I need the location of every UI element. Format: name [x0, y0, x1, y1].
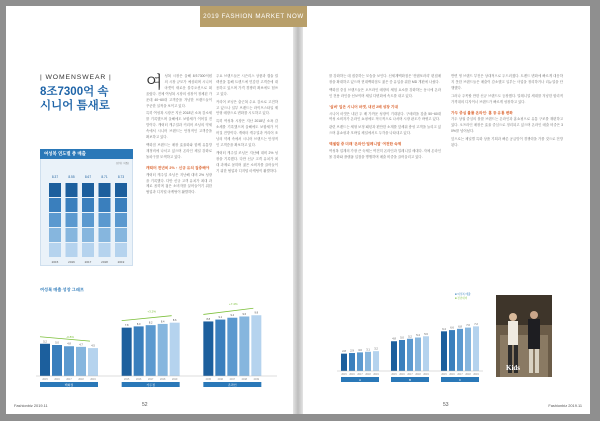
- group-label: 백화점: [64, 382, 74, 387]
- bar: [449, 330, 455, 371]
- year-tick-label: 2017: [66, 378, 72, 381]
- bar: [441, 331, 447, 371]
- bar: [52, 345, 62, 376]
- table-segment: [99, 183, 111, 197]
- book-gutter: [293, 6, 303, 414]
- table-year-label: 2019: [117, 260, 125, 264]
- table-year-label: 2016: [68, 260, 75, 264]
- year-tick-label: 2019: [172, 378, 178, 381]
- bar: [473, 326, 479, 371]
- table-segment: [99, 243, 111, 257]
- sales-table-title: 여성복 연도별 총 매출: [40, 149, 133, 159]
- bar-value-label: 5.4: [416, 334, 420, 338]
- subheading: 엑셀럼 중 미래 '온라인·밀레니얼' 여전한 숙제: [329, 142, 402, 147]
- bar-value-label: 8.0: [136, 322, 141, 326]
- year-tick-label: 2019: [373, 373, 379, 376]
- year-tick-label: 2016: [136, 378, 142, 381]
- table-segment: [49, 213, 61, 227]
- bar-value-label: 6.8: [458, 325, 462, 329]
- year-tick-label: 2016: [54, 378, 60, 381]
- table-total-label: 8.55: [68, 175, 75, 179]
- year-tick-label: 2017: [407, 373, 413, 376]
- table-segment: [115, 243, 127, 257]
- table-segment: [99, 198, 111, 212]
- bar: [415, 338, 421, 371]
- table-segment: [49, 183, 61, 197]
- bar-value-label: 9.8: [254, 311, 259, 315]
- bar-value-label: 6.4: [442, 327, 446, 331]
- bar-value-label: 8.8: [206, 317, 211, 321]
- year-tick-label: 2015: [124, 378, 130, 381]
- paragraph: 백화점 중심 브랜드들은 오프라인 매장의 체험 요소를 강화하는 동시에 온라인 전용 라인을 선보이며 채널 다변화에 속도를 내고 있다.: [329, 87, 441, 98]
- paragraph: 캐릭터 캐주얼 조닝은 지난해 대비 2% 성장을 기록했다. 다만 신규 고객 유치가 최대 과제로 꼽히며 젊은 소비자를 끌어들이기 위한 협업과 디지털 마케팅이 활발하다.: [216, 150, 278, 173]
- bar: [349, 353, 355, 371]
- table-segment: [82, 183, 94, 197]
- bar-value-label: 4.7: [79, 343, 83, 347]
- bar-value-label: 7.8: [124, 324, 129, 328]
- page-number: 53: [443, 402, 449, 408]
- group-label: B: [408, 377, 412, 382]
- legend-entry: ■ 전년대비: [455, 297, 468, 300]
- table-year-label: 2018: [101, 260, 108, 264]
- year-tick-label: 2018: [365, 373, 371, 376]
- year-tick-label: 2015: [42, 378, 48, 381]
- year-tick-label: 2016: [449, 373, 455, 376]
- paragraph: 여성복 시장은 올해 8조7300억원의 시장 규모가 예상되며 시니어 마켓이 새로운 블루오션으로 떠올랐다. 전체 여성복 시장의 성장이 정체된 가운데 40~60대 고객층을 겨냥한 브랜드들이 꾸준한 실적을 보이고 있다.: [146, 73, 212, 108]
- bar: [215, 320, 225, 376]
- subheading: '실버' 입은 시니어 마켓, 내년 2배 성장 기대: [329, 104, 398, 109]
- bar-value-label: 7.0: [466, 324, 470, 328]
- group-label: A: [358, 377, 362, 382]
- page-number: 52: [142, 402, 148, 408]
- bar-value-label: 3.2: [374, 347, 378, 351]
- bar-value-label: 9.4: [230, 314, 235, 318]
- year-tick-label: 2018: [465, 373, 471, 376]
- bar-value-label: 5.0: [400, 336, 404, 340]
- paragraph: 커리어 조닝은 출근복 수요 감소로 고전하고 있으나 일부 브랜드는 라이프스타일 제안형 매장으로 변화를 시도하고 있다.: [216, 99, 278, 116]
- stacked-columns: [41, 159, 134, 265]
- year-tick-label: 2017: [457, 373, 463, 376]
- headline: [40, 85, 140, 113]
- table-segment: [49, 228, 61, 242]
- bar: [457, 329, 463, 371]
- bar: [373, 351, 379, 371]
- table-segment: [66, 183, 78, 197]
- group-label: 가두점: [146, 382, 156, 387]
- bar-value-label: 4.8: [392, 337, 396, 341]
- legend-entry: ■ 여성복 매출: [455, 293, 471, 296]
- table-total-label: 8.71: [101, 175, 108, 179]
- bar-value-label: 5.2: [408, 335, 412, 339]
- bar: [122, 328, 132, 376]
- year-tick-label: 2019: [473, 373, 479, 376]
- paragraph: 반면 영 브랜드 부진은 상대적으로 두드러졌다. 트렌드 변화에 빠르게 대응하지 못한 브랜드들은 매출이 감소했고 일부는 사업을 정리하거나 리뉴얼을 단행했다.: [451, 74, 563, 90]
- bar-value-label: 8.6: [172, 319, 177, 323]
- year-tick-label: 2018: [160, 378, 166, 381]
- bar: [357, 352, 363, 371]
- bar: [407, 339, 413, 371]
- year-tick-label: 2016: [217, 378, 223, 381]
- bar-value-label: 4.5: [91, 344, 95, 348]
- table-segment: [82, 198, 94, 212]
- paragraph: 캐릭터 캐주얼 조닝은 지난해 대비 2% 성장을 기록했다. 다만 신규 고객 유치가 최대 과제로 꼽히며 젊은 소비자를 끌어들이기 위한 협업과 디지털 마케팅이 활발하다.: [146, 172, 212, 195]
- bar-value-label: 9.1: [218, 316, 223, 320]
- left-column-2: [216, 74, 278, 177]
- bar: [465, 328, 471, 371]
- table-segment: [115, 213, 127, 227]
- paragraph: 앞으로는 채널별 특화 상품 기획과 빠른 공급망이 경쟁력을 가를 것으로 전망된다.: [451, 137, 563, 148]
- table-total-label: 8.67: [84, 175, 92, 179]
- group-label: 온라인: [227, 382, 237, 387]
- bar: [365, 352, 371, 371]
- table-segment: [99, 228, 111, 242]
- group-label: C: [458, 377, 462, 382]
- year-tick-label: 2018: [415, 373, 421, 376]
- bar: [170, 323, 180, 376]
- right-column-1: [329, 74, 441, 163]
- year-tick-label: 2019: [90, 378, 96, 381]
- bar: [203, 321, 213, 376]
- year-tick-label: 2016: [349, 373, 355, 376]
- bar: [423, 336, 429, 371]
- bar-value-label: 6.6: [450, 326, 454, 330]
- photo-caption: Kids: [506, 364, 521, 372]
- bar: [40, 344, 50, 376]
- bar: [391, 341, 397, 371]
- table-segment: [115, 183, 127, 197]
- footer-brand: Fashionbiz 2019.11: [548, 403, 582, 408]
- bar-value-label: 7.2: [474, 322, 478, 326]
- paragraph: 관련 브랜드는 체형 보정 패턴과 편안한 소재를 앞세워 충성 고객을 늘리고 있으며 홈쇼핑과 모바일 채널에서도 두각을 나타내고 있다.: [329, 125, 441, 136]
- year-tick-label: 2017: [229, 378, 235, 381]
- bar: [239, 316, 249, 376]
- subheading: 가두 중심 볼륨 온라인· 홈 등 유통 변화: [451, 110, 513, 115]
- top-banner: 2019 FASHION MARKET NOW: [200, 6, 307, 27]
- headline-line-1: 8조7300억 속: [40, 86, 109, 98]
- table-year-label: 2017: [84, 260, 92, 264]
- bar: [64, 346, 74, 376]
- bar: [227, 318, 237, 376]
- bar-value-label: 5.0: [55, 341, 59, 345]
- bar-value-label: 8.2: [148, 321, 153, 325]
- table-segment: [82, 213, 94, 227]
- year-tick-label: 2018: [241, 378, 247, 381]
- bar: [134, 326, 144, 376]
- year-tick-label: 2019: [253, 378, 259, 381]
- footer-brand: Fashionbiz 2019.11: [14, 403, 48, 408]
- table-segment: [66, 213, 78, 227]
- paragraph: 여성복 업계의 가장 큰 숙제는 여전히 온라인과 밀레니얼 세대다. 자체 온라인몰 강화와 플랫폼 입점을 병행하며 매출 비중을 끌어올리고 있다.: [329, 149, 441, 159]
- paragraph: 특히 여성복 시장은 지난 2018년 소폭 감소세를 기록했으며 올해에도 보합세가 이어질 전망이다. 캐릭터 캐주얼과 커리어 조닝의 약세 속에서 시니어 브랜드는 안정적인 고객층을 확보하고 있다.: [216, 119, 278, 147]
- table-segment: [66, 243, 78, 257]
- paragraph: 가두 상권 중심의 볼륨 브랜드는 온라인과 홈쇼핑으로 유통 구조를 재편하고 있다. 오프라인 매장은 효율 중심으로 정리되고 있으며 온라인 매출 비중은 30%를 넘어섰다.: [451, 117, 563, 134]
- table-segment: [115, 228, 127, 242]
- left-column-1: [146, 74, 212, 198]
- right-column-2: [451, 74, 563, 151]
- bar-value-label: 9.6: [242, 312, 247, 316]
- paragraph: 주요 브랜드들은 시즌리스 상품과 캡슐 컬렉션을 통해 트렌드에 민감한 고객층에 대응하고 있으며 가격 경쟁력 확보에도 힘쓰고 있다.: [216, 74, 278, 96]
- bar-value-label: 5.6: [424, 332, 428, 336]
- bar: [146, 325, 156, 376]
- paragraph: 특히 여성복 시장은 지난 2018년 소폭 감소세를 기록했으며 올해에도 보합세가 이어질 전망이다. 캐릭터 캐주얼과 커리어 조닝의 약세 속에서 시니어 브랜드는 안정적인 고객층을 확보하고 있다.: [146, 111, 212, 140]
- table-legend: (단위: 억원): [115, 162, 129, 165]
- growth-label: +3.2%: [147, 309, 156, 314]
- year-tick-label: 2017: [357, 373, 363, 376]
- year-tick-label: 2018: [78, 378, 84, 381]
- paragraph: 시니어 마켓은 내년 두 배 가까운 성장이 기대된다. 구매력을 갖춘 50~60대 여성 소비자가 온라인 쇼핑에도 적극적으로 나서며 시장 판도가 바뀌고 있다.: [329, 111, 441, 122]
- year-tick-label: 2015: [341, 373, 347, 376]
- paragraph: 를 강화하는 데 집중하는 모습을 보인다. 신세계백화점은 '컨템포러리' 편집매장을 확대하고 있으며 현대백화점도 젊은 층 유입을 위한 MD 개편에 나섰다.: [329, 74, 441, 84]
- dropcap: 여: [146, 73, 163, 92]
- figure-title: 여성복 매출 성장 그래프: [40, 287, 84, 292]
- table-year-label: 2015: [51, 260, 59, 264]
- table-segment: [66, 228, 78, 242]
- table-segment: [82, 243, 94, 257]
- bar: [76, 347, 86, 376]
- sales-table: [40, 149, 133, 266]
- table-total-label: 8.37: [51, 175, 59, 179]
- table-segment: [99, 213, 111, 227]
- table-segment: [115, 198, 127, 212]
- bar: [399, 340, 405, 371]
- bar-value-label: 8.4: [160, 320, 165, 324]
- bar: [88, 348, 98, 376]
- bar: [251, 315, 261, 376]
- headline-line-2: 시니어 틈새로: [40, 100, 110, 112]
- bar-value-label: 2.8: [342, 350, 346, 354]
- bar-value-label: 3.0: [358, 348, 362, 352]
- year-tick-label: 2015: [205, 378, 211, 381]
- growth-bar-chart: [34, 296, 279, 388]
- right-page: [303, 6, 590, 414]
- table-total-label: 8.73: [117, 175, 125, 179]
- left-page: [6, 6, 293, 414]
- subheading: 캐릭터 전년비 2% ↑ 신규 유치 집중해야: [146, 165, 210, 170]
- bar: [341, 354, 347, 371]
- year-tick-label: 2015: [391, 373, 397, 376]
- table-segment: [49, 243, 61, 257]
- sales-table-body: [40, 159, 133, 266]
- paragraph: 백화점 브랜드는 매장 효율화와 함께 유통망 재정비에 나서고 있으며 온라인 채널 강화로 돌파구를 모색하고 있다.: [146, 142, 212, 159]
- bar-value-label: 2.9: [350, 349, 354, 353]
- bar-value-label: 5.2: [43, 340, 47, 344]
- growth-label: +7.4%: [229, 302, 238, 307]
- table-segment: [66, 198, 78, 212]
- bar: [158, 324, 168, 376]
- year-tick-label: 2017: [148, 378, 154, 381]
- fashion-photo-image: [496, 295, 552, 377]
- bar-value-label: 3.1: [366, 348, 370, 352]
- bar-value-label: 4.8: [67, 342, 71, 346]
- growth-label: -0.8%: [66, 335, 74, 340]
- paragraph: 그러나 주목할 만한 신규 브랜드도 등장했다. 밀레니얼 세대를 겨냥한 합리적 가격대의 디자이너 브랜드가 빠르게 성장하고 있다.: [451, 93, 563, 104]
- channel-bar-chart: [335, 291, 485, 383]
- table-segment: [49, 198, 61, 212]
- year-tick-label: 2019: [423, 373, 429, 376]
- trend-line: [40, 337, 90, 344]
- year-tick-label: 2016: [399, 373, 405, 376]
- fashion-photo: [496, 295, 552, 377]
- table-segment: [82, 228, 94, 242]
- year-tick-label: 2015: [441, 373, 447, 376]
- section-tag: | WOMENSWEAR |: [40, 74, 112, 81]
